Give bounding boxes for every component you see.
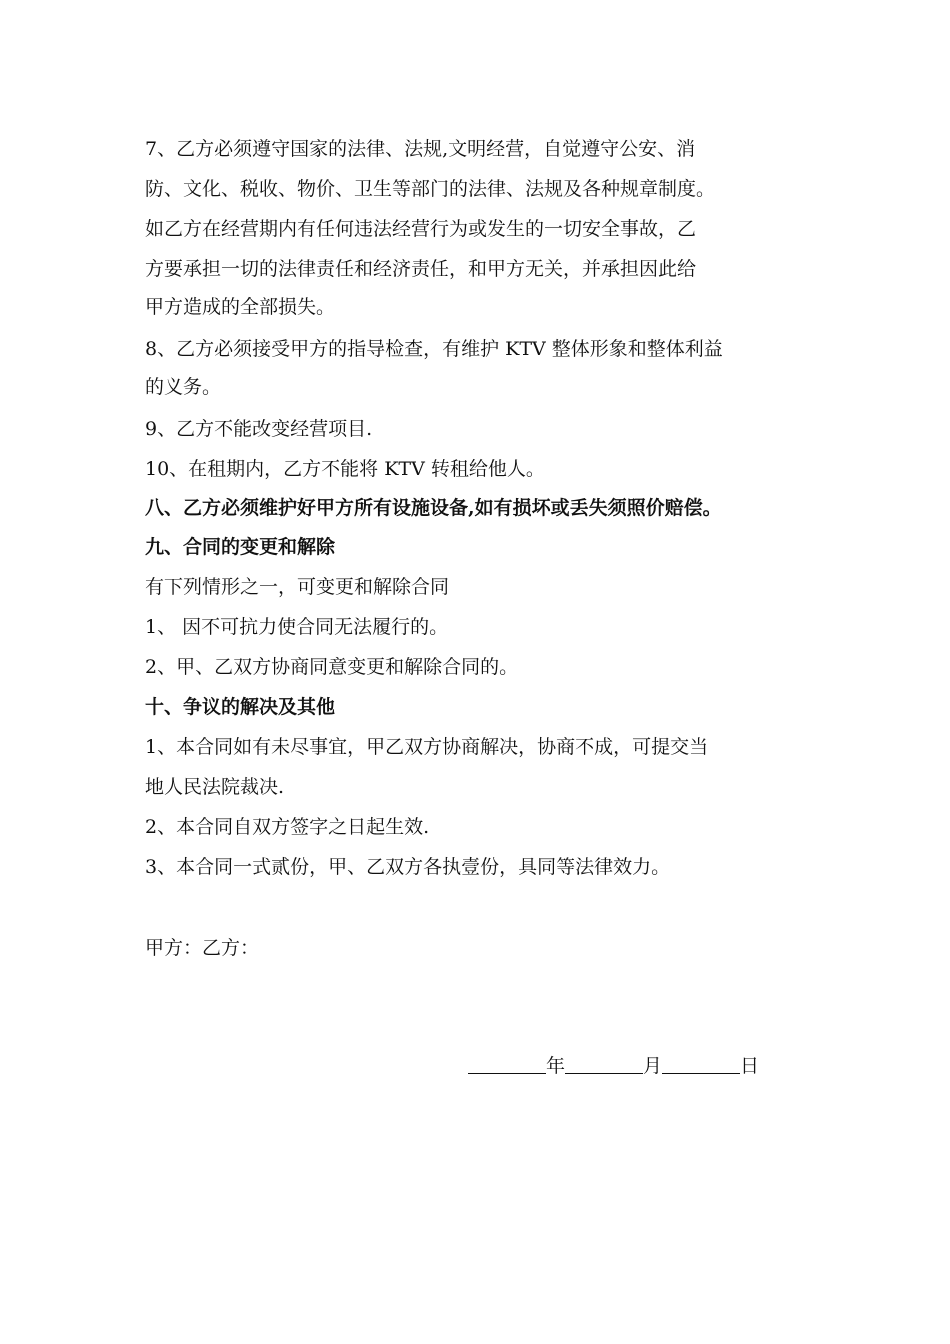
section-8: 八、乙方必须维护好甲方所有设施设备,如有损坏或丢失须照价赔偿。 [145, 497, 722, 519]
clause-7-line-4: 方要承担一切的法律责任和经济责任，和甲方无关，并承担因此给 [145, 258, 697, 280]
clause-9: 9、乙方不能改变经营项目. [145, 418, 373, 440]
date-line [468, 1053, 759, 1079]
year-label: 年 [546, 1055, 566, 1077]
day-label: 日 [740, 1055, 760, 1077]
section-9-item-1: 1、 因不可抗力使合同无法履行的。 [145, 616, 449, 638]
section-9-item-2: 2、甲、乙双方协商同意变更和解除合同的。 [145, 656, 519, 678]
clause-10: 10、在租期内，乙方不能将 KTV 转租给他人。 [145, 458, 545, 480]
clause-7-line-3: 如乙方在经营期内有任何违法经营行为或发生的一切安全事故，乙 [145, 218, 697, 240]
day-blank[interactable] [662, 1053, 740, 1074]
month-blank[interactable] [565, 1053, 643, 1074]
section-9-intro: 有下列情形之一，可变更和解除合同 [145, 576, 450, 598]
section-10-item-3: 3、本合同一式贰份，甲、乙双方各执壹份，具同等法律效力。 [145, 856, 671, 878]
section-10-item-2: 2、本合同自双方签字之日起生效. [145, 816, 430, 838]
clause-7-line-5: 甲方造成的全部损失。 [145, 296, 336, 318]
clause-8-line-2: 的义务。 [145, 376, 222, 398]
section-10-heading: 十、争议的解决及其他 [145, 696, 336, 718]
signature-line: 甲方：乙方： [145, 937, 260, 959]
clause-7-line-2: 防、文化、税收、物价、卫生等部门的法律、法规及各种规章制度。 [145, 178, 716, 200]
section-10-item-1-line-2: 地人民法院裁决. [145, 776, 285, 798]
month-label: 月 [643, 1055, 663, 1077]
clause-8-line-1: 8、乙方必须接受甲方的指导检查，有维护 KTV 整体形象和整体利益 [145, 338, 723, 360]
clause-7-line-1: 7、乙方必须遵守国家的法律、法规,文明经营，自觉遵守公安、消 [145, 138, 696, 160]
year-blank[interactable] [468, 1053, 546, 1074]
section-9-heading: 九、合同的变更和解除 [145, 536, 336, 558]
section-10-item-1-line-1: 1、本合同如有未尽事宜，甲乙双方协商解决，协商不成，可提交当 [145, 736, 709, 758]
